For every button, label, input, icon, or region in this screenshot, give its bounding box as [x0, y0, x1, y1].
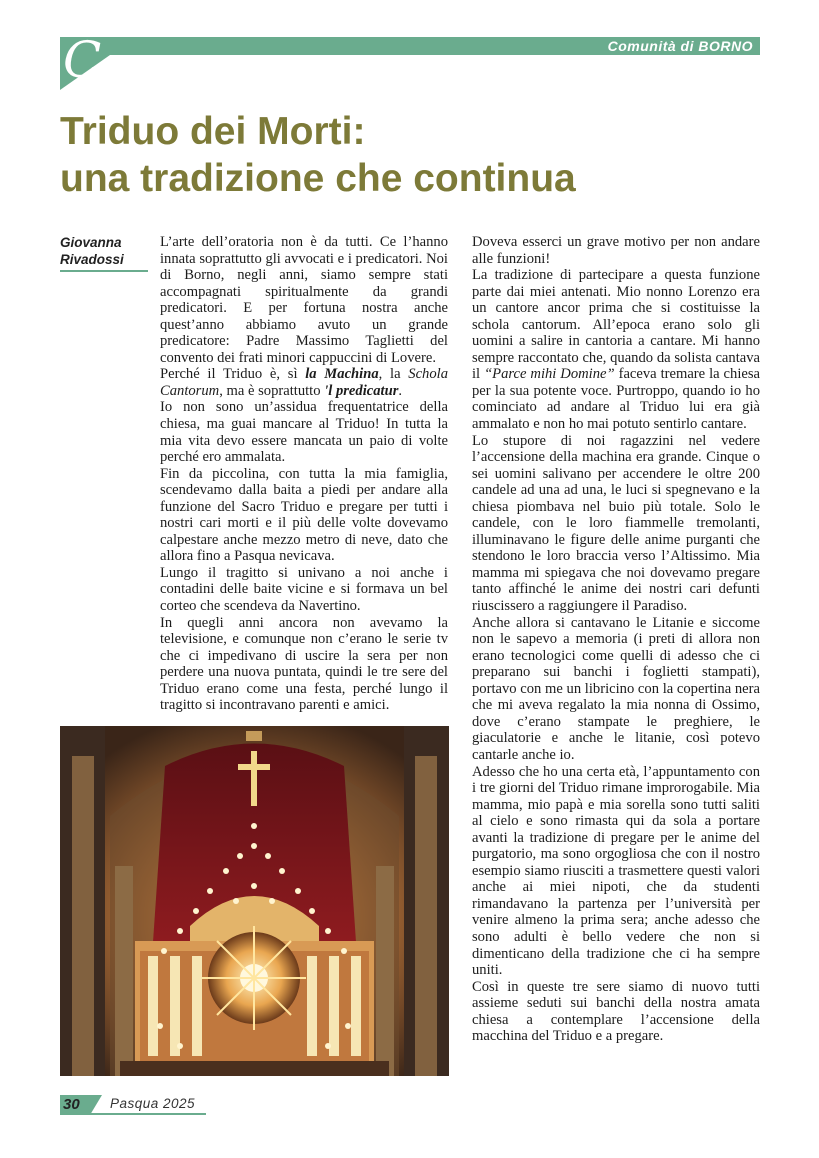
paragraph: Adesso che ho una certa età, l’appuntamento con i tre giorni del Triduo rimane improrogabile. Mia mamma, mio papà e mia sorella sono tutti saliti al cielo e sono rimasta qui da sola a portare avanti la tradizione di pregare per le anime del purgatorio, ma sono orgogliosa che con il nostro esempio siamo riusciti a trasmettere questi valori anche ai miei nipoti, che da studenti rimandavano la partenza per l’università per venire almeno la prima sera; anche adesso che sono adulti è bello vedere che non si dimenticano della tradizione che ci ha sempre uniti. [472, 763, 760, 979]
emphasis-predicatur: 'l predicatur [324, 382, 399, 399]
footer-rule [60, 1113, 206, 1115]
title-line-1: Triduo dei Morti: [60, 110, 366, 153]
paragraph: In quegli anni ancora non avevamo la televisione, e comunque non c’erano le serie tv che ci impedivano di uscire la sera per non perdere una nuova puntata, quindi le tre sere del Triduo erano come una festa, perché lungo il tragitto si incontravano parenti e amici. [160, 614, 448, 714]
section-title: Comunità di BORNO [607, 38, 753, 54]
author-byline [60, 234, 148, 272]
article-column-2 [472, 234, 760, 1045]
text-run: . [398, 382, 403, 399]
text-run: , ma è soprattutto [219, 382, 325, 399]
page-number-tip [90, 1095, 102, 1115]
text-run: Perché il Triduo è, sì [160, 366, 306, 383]
article-column-1 [160, 234, 448, 714]
paragraph [160, 366, 448, 399]
emphasis-schola: Schola Cantorum [160, 366, 449, 399]
article-title [60, 108, 576, 202]
text-run: faceva tremare la chiesa per la sua potente voce. Purtroppo, quando io ho cominciato ad andare al Triduo lui era già ammalato e non ho mai potuto sentirlo cantare. [472, 366, 761, 433]
author-first-name: Giovanna [60, 235, 122, 250]
quote-parce-mihi: “Parce mihi Domine” [484, 366, 615, 383]
page-number-badge [60, 1095, 90, 1115]
paragraph: Io non sono un’assidua frequentatrice della chiesa, ma guai mancare al Triduo! In tutta la mia vita devo essere mancata un paio di volte perché ero ammalata. [160, 399, 448, 466]
paragraph: L’arte dell’oratoria non è da tutti. Ce l’hanno innata soprattutto gli avvocati e i predicatori. Noi di Borno, negli anni, siamo sempre stati accompagnati spiritualmente da grandi predicatori. E per fortuna nostra anche quest’anno abbiamo avuto un grande predicatore: Padre Massimo Taglietti del convento dei frati minori cappuccini di Lovere. [160, 234, 448, 366]
emphasis-machina: la Machina [305, 366, 379, 383]
issue-label: Pasqua 2025 [110, 1096, 196, 1111]
paragraph: Anche allora si cantavano le Litanie e siccome non le sapevo a memoria (i preti di allora non erano tecnologici come quelli di adesso che ci preparano sui banchi i foglietti stampati), portavo con me un libricino con la copertina nera che mi aveva regalato la mia nonna di Ossimo, dove c’erano stampate le preghiere, le giaculatorie e anche le litanie, così potevo cantarle anche io. [472, 614, 760, 763]
paragraph [472, 267, 760, 432]
header-initial: C [63, 31, 102, 89]
title-line-2: una tradizione che continua [60, 157, 576, 200]
church-altar-photo [60, 726, 449, 1076]
paragraph: Così in queste tre sere siamo di nuovo tutti assieme seduti sui banchi della nostra amata chiesa a contemplare l’accensione della macchina del Triduo e a pregare. [472, 978, 760, 1045]
page-number: 30 [63, 1096, 80, 1113]
text-run: La tradizione di partecipare a questa funzione parte dai miei antenati. Mio nonno Lorenzo era un cantore ancor prima che si costituisse la schola cantorum. All’epoca erano solo gli uomini a salire in cantoria a cantare. Mi hanno sempre raccontato che, quando da solista cantava il [472, 267, 760, 383]
paragraph: Doveva esserci un grave motivo per non andare alle funzioni! [472, 234, 760, 267]
text-run: , la [378, 366, 409, 383]
altar-illustration [60, 726, 449, 1076]
author-last-name: Rivadossi [60, 252, 124, 267]
paragraph: Lo stupore di noi ragazzini nel vedere l’accensione della machina era grande. Cinque o sei uomini salivano per accendere le oltre 200 candele ad una ad una, le luci si spegnevano e la chiesa piombava nel buio più totale. Solo le candele, con le loro fiammelle tremolanti, illuminavano le figure delle anime purganti che stendono le loro braccia verso l’Altissimo. Mia mamma mi spiegava che noi dovevamo pregare tanto affinché le anime dei nostri cari defunti riuscissero a raggiungere il Paradiso. [472, 432, 760, 615]
paragraph: Fin da piccolina, con tutta la mia famiglia, scendevamo dalla baita a piedi per andare alla funzione del Sacro Triduo e pregare per tutti i nostri cari morti e il più delle volte dovevamo calpestare anche mezzo metro di neve, dato che allora fino a Pasqua nevicava. [160, 465, 448, 565]
paragraph: Lungo il tragitto si univano a noi anche i contadini delle baite vicine e si formava un bel corteo che scendeva da Navertino. [160, 564, 448, 615]
